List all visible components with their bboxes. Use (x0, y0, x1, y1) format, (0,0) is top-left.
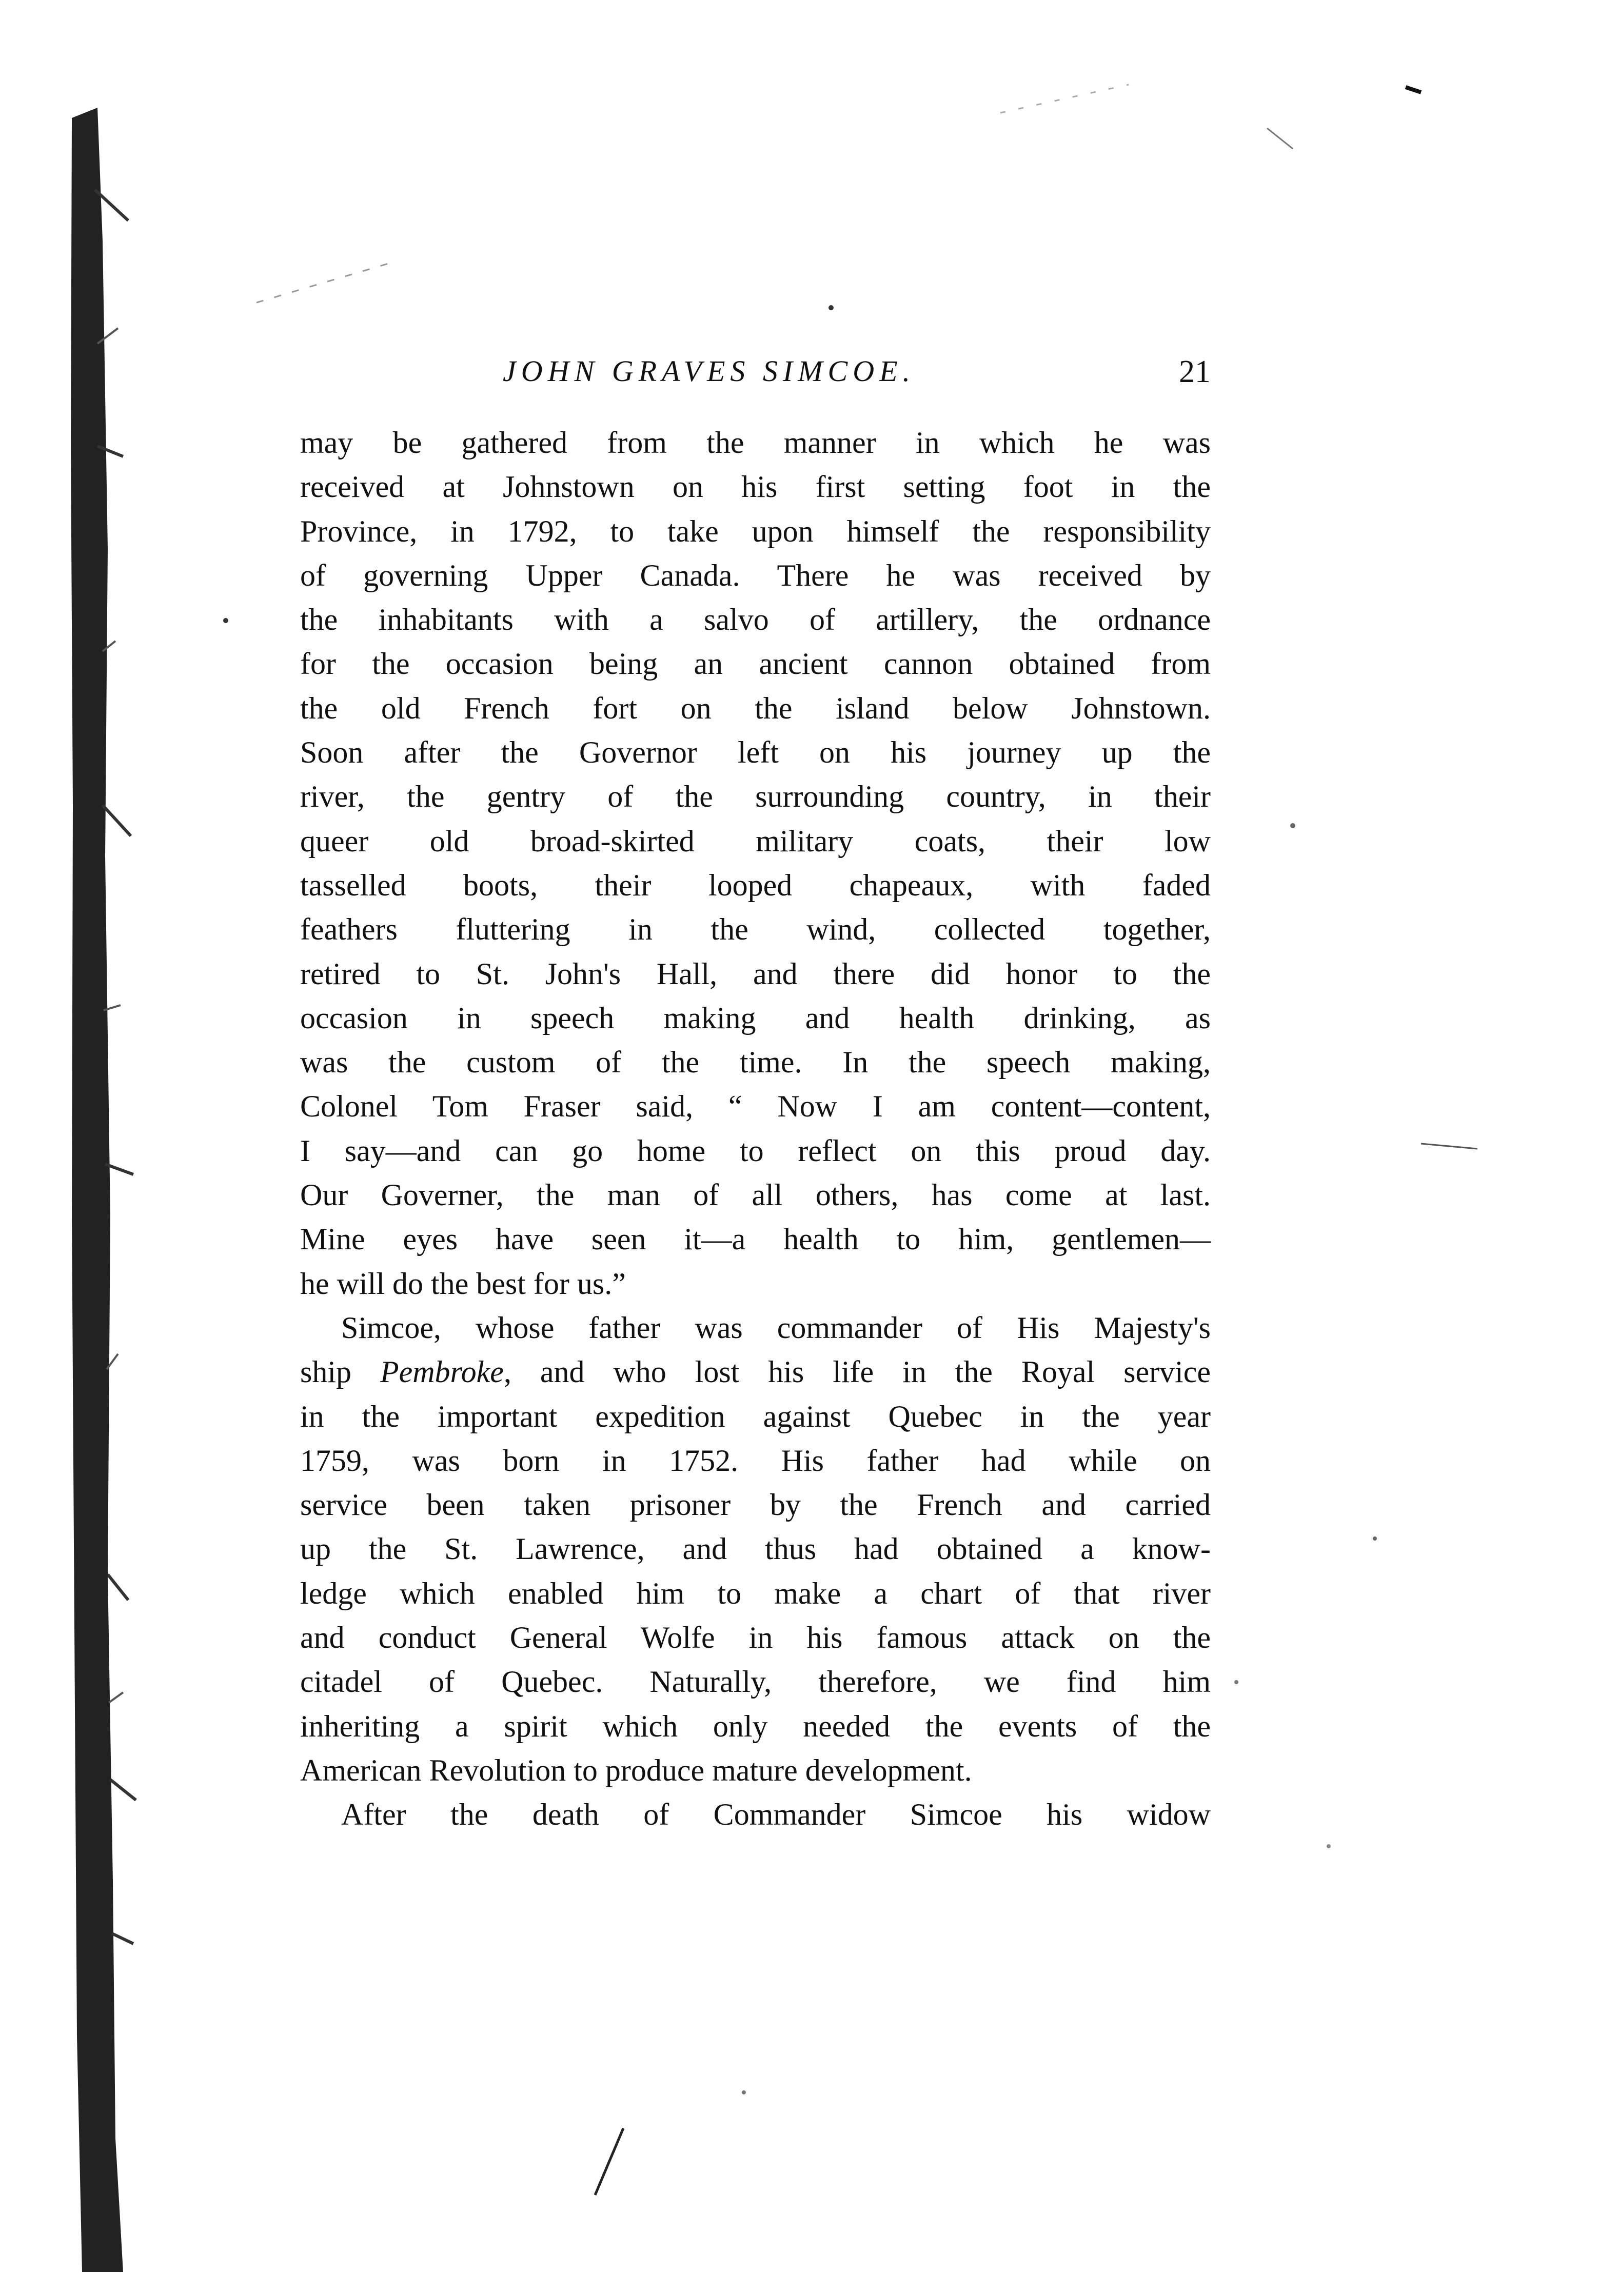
paragraph-1-line-19: Mine eyes have seen it—a health to him, gentlemen— (300, 1222, 1211, 1256)
paragraph-1-line-17: I say—and can go home to reflect on this proud day. (300, 1133, 1211, 1168)
paragraph-1-line-9: river, the gentry of the surrounding country, in their (300, 780, 1211, 814)
running-title: JOHN GRAVES SIMCOE. (503, 354, 916, 388)
paragraph-1-line-4: of governing Upper Canada. There he was received by (300, 558, 1211, 592)
paragraph-2-line-10: inheriting a spirit which only needed the events of the (300, 1709, 1211, 1743)
paragraph-2-line-4: 1759, was born in 1752. His father had while on (300, 1443, 1211, 1478)
paragraph-2-line-1: Simcoe, whose father was commander of His Majesty's (341, 1310, 1211, 1345)
paragraph-1-line-5: the inhabitants with a salvo of artillery, the ordnance (300, 603, 1211, 637)
ship-name: Pembroke (380, 1355, 504, 1389)
paragraph-1-line-7: the old French fort on the island below Johnstown. (300, 691, 1211, 725)
paragraph-2-line-5: service been taken prisoner by the French and carried (300, 1488, 1211, 1522)
paragraph-2-line-6: up the St. Lawrence, and thus had obtained a know- (300, 1532, 1211, 1566)
paragraph-1-line-11: tasselled boots, their looped chapeaux, with faded (300, 868, 1211, 902)
paragraph-1-line-20: he will do the best for us.” (300, 1266, 626, 1301)
paragraph-2-line-11: American Revolution to produce mature development. (300, 1753, 972, 1787)
paragraph-2-line-9: citadel of Quebec. Naturally, therefore, we find him (300, 1665, 1211, 1699)
page-number: 21 (1179, 354, 1211, 389)
paragraph-2-line-2 (300, 1350, 1211, 1394)
paragraph-1-line-3: Province, in 1792, to take upon himself the responsibility (300, 514, 1211, 548)
paragraph-1-line-13: retired to St. John's Hall, and there did honor to the (300, 956, 1211, 991)
body-text (300, 421, 1211, 1837)
paragraph-1-line-15: was the custom of the time. In the speech making, (300, 1045, 1211, 1080)
paragraph-1-line-6: for the occasion being an ancient cannon obtained from (300, 647, 1211, 681)
paragraph-1-line-10: queer old broad-skirted military coats, their low (300, 824, 1211, 858)
paragraph-2-line-8: and conduct General Wolfe in his famous attack on the (300, 1621, 1211, 1655)
paragraph-1-line-16: Colonel Tom Fraser said, “ Now I am content—content, (300, 1089, 1211, 1124)
paragraph-1-line-18: Our Governer, the man of all others, has come at last. (300, 1178, 1211, 1212)
paragraph-1-line-12: feathers fluttering in the wind, collected together, (300, 912, 1211, 947)
paragraph-1-line-2: received at Johnstown on his first setting foot in the (300, 470, 1211, 504)
paragraph-2-line-3: in the important expedition against Quebec in the year (300, 1399, 1211, 1433)
paragraph-3-line-1: After the death of Commander Simcoe his widow (341, 1798, 1211, 1832)
ship-line-start: ship (300, 1355, 380, 1389)
paragraph-1-line-14: occasion in speech making and health drinking, as (300, 1001, 1211, 1035)
paragraph-1-line-1: may be gathered from the manner in which he was (300, 426, 1211, 460)
running-header (298, 354, 1211, 405)
ship-line-end: , and who lost his life in the Royal service (503, 1355, 1211, 1389)
paragraph-1-line-8: Soon after the Governor left on his journey up the (300, 735, 1211, 770)
binding-edge (67, 87, 144, 2277)
paragraph-2-line-7: ledge which enabled him to make a chart of that river (300, 1576, 1211, 1610)
